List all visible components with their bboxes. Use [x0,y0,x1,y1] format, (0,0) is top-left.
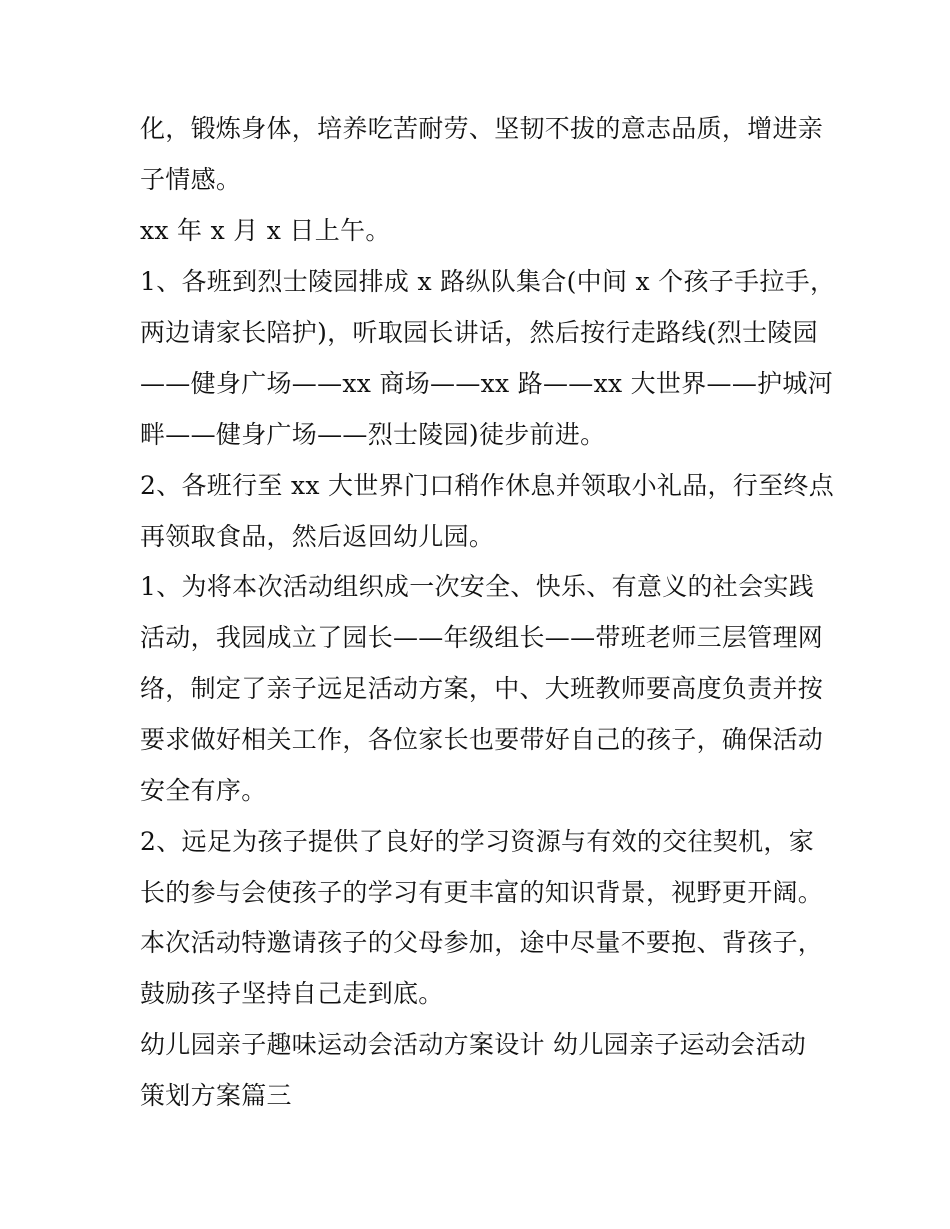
text-line: 本次活动特邀请孩子的父母参加，途中尽量不要抱、背孩子， [140,928,824,957]
text-line: 1、为将本次活动组织成一次安全、快乐、有意义的社会实践 [140,572,815,601]
text-line: 两边请家长陪护)，听取园长讲话，然后按行走路线(烈士陵园 [140,318,818,347]
text-line: 2、远足为孩子提供了良好的学习资源与有效的交往契机，家 [140,827,815,856]
text-line: 要求做好相关工作，各位家长也要带好自己的孩子，确保活动 [140,725,824,754]
text-line: 畔——健身广场——烈士陵园)徒步前进。 [140,420,606,449]
text-line: 2、各班行至 xx 大世界门口稍作休息并领取小礼品，行至终点 [140,471,834,500]
text-line: ——健身广场——xx 商场——xx 路——xx 大世界——护城河 [140,369,834,398]
text-line: 络，制定了亲子远足活动方案，中、大班教师要高度负责并按 [140,674,824,703]
text-line: xx 年 x 月 x 日上午。 [140,216,391,245]
text-line: 安全有序。 [140,776,267,805]
text-line: 活动，我园成立了园长——年级组长——带班老师三层管理网 [140,623,824,652]
text-line: 鼓励孩子坚持自己走到底。 [140,979,444,1008]
text-line: 化，锻炼身体，培养吃苦耐劳、坚韧不拔的意志品质，增进亲 [140,114,824,143]
text-line: 1、各班到烈士陵园排成 x 路纵队集合(中间 x 个孩子手拉手， [140,267,836,296]
text-line: 再领取食品，然后返回幼儿园。 [140,522,495,551]
text-line: 子情感。 [140,165,242,194]
text-line: 幼儿园亲子趣味运动会活动方案设计 幼儿园亲子运动会活动 [140,1030,807,1059]
text-line: 策划方案篇三 [140,1081,292,1110]
text-line: 长的参与会使孩子的学习有更丰富的知识背景，视野更开阔。 [140,878,824,907]
